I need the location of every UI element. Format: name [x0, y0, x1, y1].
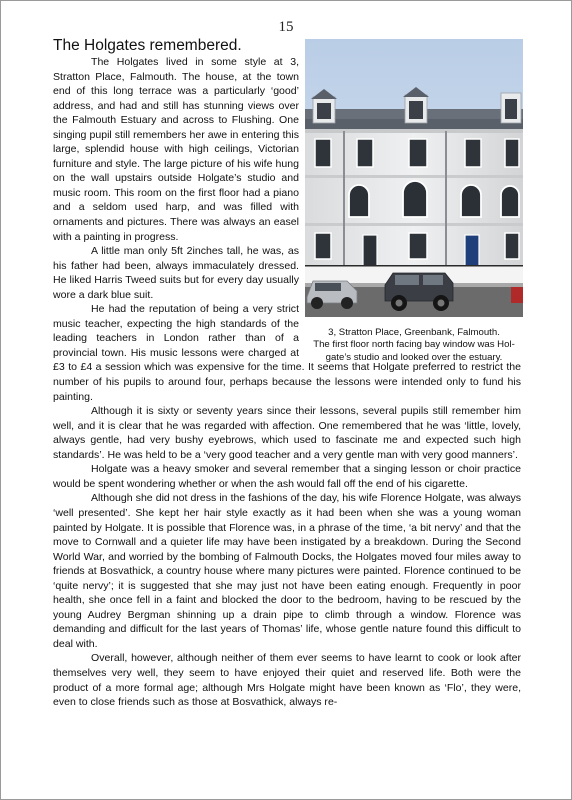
paragraph: Although it is sixty or seventy years since their lessons, several pupils still remember him well, and it is clear that he was regarded with affection. One remembered that he was ‘little, lovely, always gentle, had very bushy eyebrows, which used to fascinate me and expected such high standards’. He was held to be a ‘very good teacher and a very gentle man with very good manners’.: [53, 405, 521, 461]
paragraph: Holgate was a heavy smoker and several remember that a singing lesson or choir practice would be spent wondering whether or when the ash would fall off the end of his cigarette.: [53, 463, 521, 490]
body-text: [53, 55, 521, 710]
caption-line: The first floor north facing bay window was Hol-: [313, 339, 515, 351]
page-number: 15: [278, 19, 294, 35]
paragraph: A little man only 5ft 2inches tall, he was, as his father had been, always immaculately dressed. He liked Harris Tweed suits but for every day usually wore a dark blue suit.: [53, 245, 299, 301]
paragraph: The Holgates lived in some style at 3, Stratton Place, Falmouth. The house, at the town end of this long terrace was a particularly ‘good’ address, and had and still has stunning views over the Falmouth Estuary and across to Flushing. One singing pupil still remembers her awe in entering this large, splendid house with high ceilings, Victorian furniture and style. The large picture of his wife hung on the wall upstairs outside Holgate’s studio and music room. This room on the first floor had a piano and a seldom used harp, and was filled with ornaments and pictures. There was always an easel with a painting in progress.: [53, 56, 299, 243]
paragraph: Overall, however, although neither of them ever seems to have learnt to cook or look after themselves very well, they seem to have enjoyed their quiet and reserved life. Both were the product of a more formal age; although Mrs Holgate might have been known as ‘Flo’, they were, even to close friends such as those at Bosvathick, always re-: [53, 652, 521, 709]
paragraph: Although she did not dress in the fashions of the day, his wife Florence Holgate, was always ‘well presented’. She kept her hair style exactly as it had been when she was a young woman painted by Holgate. It is possible that Florence was, in a phrase of the time, ‘a bit nervy’ and that the move to Cornwall and a quieter life may have been instigated by a breakdown. During the Second World War, and worried by the bombing of Falmouth Docks, the Holgates moved four miles away to friends at Bosvathick, a country house where many pictures were painted. Florence continued to be ‘quite nervy’; it is suggested that she may just not have been eating enough. Frequently in poor health, she once fell in a faint and blocked the door to the bedroom, having to be rescued by the young Audrey Bergman shinning up a drain pipe to climb through a window. Florence was demanding and difficult for the last years of Thomas’ life, whose gentle nature found this difficult to deal with.: [53, 492, 521, 650]
figure-spacer: [299, 55, 523, 355]
paragraph: He had the reputation of being a very strict music teacher, expecting the high standards of the leading teachers in London rather than of a provincial town. His music lessons were charged at £3 to £4 a session which was expensive for the time. It seems that Holgate preferred to restrict the number of his pupils to around four, perhaps because the lessons were intended only to fund his painting.: [53, 303, 521, 403]
caption-line: 3, Stratton Place, Greenbank, Falmouth.: [328, 327, 500, 338]
caption-line: gate’s studio and looked over the estuary.: [325, 351, 503, 363]
chapter-title: The Holgates remembered.: [53, 37, 242, 54]
